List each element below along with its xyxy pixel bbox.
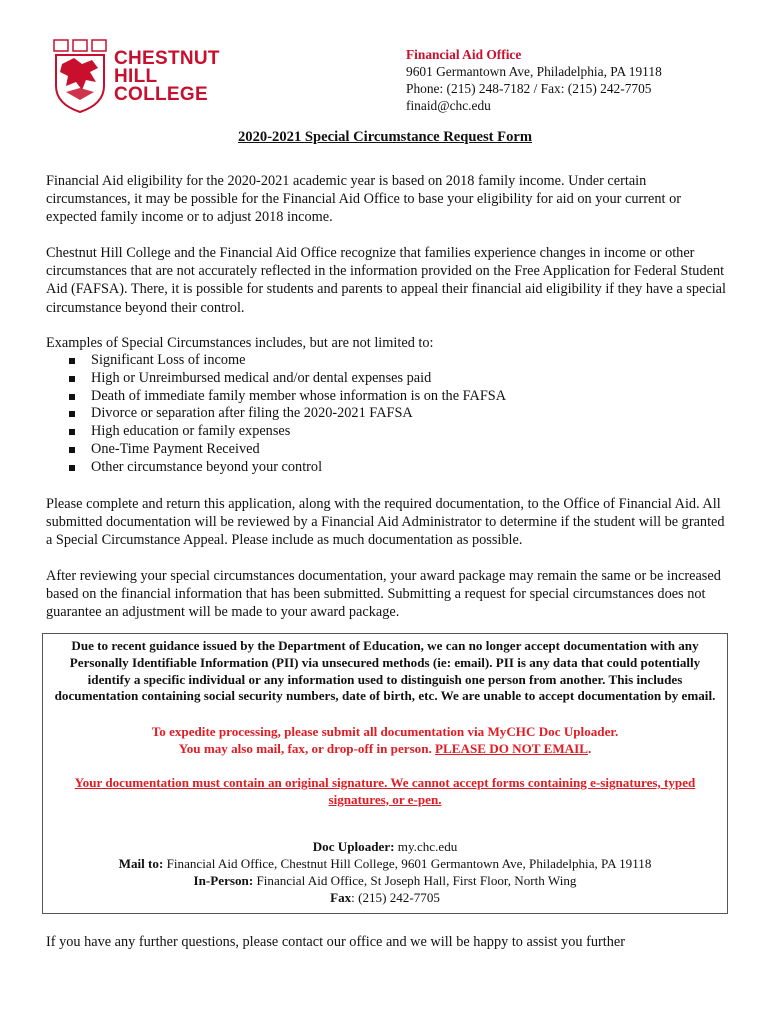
list-item: One-Time Payment Received — [66, 441, 726, 459]
list-item: Significant Loss of income — [66, 352, 726, 370]
wordmark-line-3: COLLEGE — [114, 84, 208, 105]
wordmark-line-1: CHESTNUT — [114, 48, 220, 69]
pii-notice-box — [42, 633, 728, 914]
office-name: Financial Aid Office — [406, 47, 522, 62]
bullet-square-icon — [69, 465, 75, 471]
doc-uploader-label: Doc Uploader: — [312, 839, 395, 855]
signature-requirement: Your documentation must contain an original signature. We cannot accept forms containing e-signatures, typed signatures, or e-pen. — [74, 774, 696, 807]
pii-notice-text: Due to recent guidance issued by the Department of Education, we can no longer accept documentation with any Personally Identifiable Information (PII) via unsecured methods (ie: email). PII is any data that could potentially identify a specific individual or any information used to distinguish one person from another. This includes documentation containing social security numbers, date of birth, etc. We are unable to accept documentation by email. — [54, 638, 716, 704]
circumstances-paragraph: Chestnut Hill College and the Financial Aid Office recognize that families experience changes in income or other circumstances that are not accurately reflected in the information provided on the Free Application for Federal Student Aid (FAFSA). There, it is possible for students and parents to appeal their financial aid eligibility if they have a special circumstance beyond their control. — [46, 245, 726, 316]
bullet-square-icon — [69, 358, 75, 364]
intro-paragraph: Financial Aid eligibility for the 2020-2021 academic year is based on 2018 family income. Under certain circumstances, it may be possible for the Financial Aid Office to base your eligibility for aid on your current or expected family income or to adjust 2018 income. — [46, 173, 681, 226]
expedite-line-1: To expedite processing, please submit all documentation via MyCHC Doc Uploader. — [151, 724, 619, 740]
examples-list — [66, 352, 726, 477]
office-phone: Phone: (215) 248-7182 / Fax: (215) 242-7705 — [406, 81, 652, 96]
mail-to-line: Mail to: Financial Aid Office, Chestnut Hill College, 9601 Germantown Ave, Philadelphia, PA 19118 — [118, 856, 652, 872]
college-crest-icon — [52, 38, 108, 114]
fax-line: Fax: (215) 242-7705 — [330, 889, 440, 905]
form-title: 2020-2021 Special Circumstance Request Form — [238, 129, 532, 145]
do-not-email-warning: PLEASE DO NOT EMAIL — [435, 740, 588, 756]
bullet-square-icon — [69, 394, 75, 400]
doc-uploader-line — [43, 839, 727, 856]
expedite-line-2: You may also mail, fax, or drop-off in person. PLEASE DO NOT EMAIL. — [178, 740, 592, 756]
list-item: High education or family expenses — [66, 423, 726, 441]
office-contact — [406, 46, 662, 114]
review-paragraph: After reviewing your special circumstances documentation, your award package may remain the same or be increased based on the financial information that has been submitted. Submitting a request for special circumstances does not guarantee an adjustment will be made to your award package. — [46, 568, 721, 621]
college-logo — [52, 38, 220, 116]
office-email: finaid@chc.edu — [406, 98, 491, 113]
in-person-line: In-Person: Financial Aid Office, St Joseph Hall, First Floor, North Wing — [193, 872, 577, 888]
examples-intro: Examples of Special Circumstances includes, but are not limited to: — [46, 335, 434, 351]
fax-label: Fax — [330, 889, 352, 905]
college-wordmark — [114, 50, 220, 104]
bullet-square-icon — [69, 429, 75, 435]
bullet-square-icon — [69, 376, 75, 382]
list-item: Other circumstance beyond your control — [66, 459, 726, 477]
instructions-paragraph: Please complete and return this application, along with the required documentation, to the Office of Financial Aid. All submitted documentation will be reviewed by a Financial Aid Administrator to determine if the student will be granted a Special Circumstance Appeal. Please include as much documentation as possible. — [46, 496, 725, 549]
doc-uploader-link[interactable]: my.chc.edu — [394, 839, 458, 855]
closing-text: If you have any further questions, please contact our office and we will be happy to assist you further — [46, 934, 625, 950]
list-item: Death of immediate family member whose information is on the FAFSA — [66, 388, 726, 406]
in-person-label: In-Person: — [193, 872, 254, 888]
list-item: High or Unreimbursed medical and/or dental expenses paid — [66, 370, 726, 388]
bullet-square-icon — [69, 447, 75, 453]
bullet-square-icon — [69, 411, 75, 417]
list-item: Divorce or separation after filing the 2020-2021 FAFSA — [66, 405, 726, 423]
mail-to-label: Mail to: — [118, 856, 164, 872]
office-address: 9601 Germantown Ave, Philadelphia, PA 19118 — [406, 64, 662, 79]
wordmark-line-2: HILL — [114, 66, 158, 87]
